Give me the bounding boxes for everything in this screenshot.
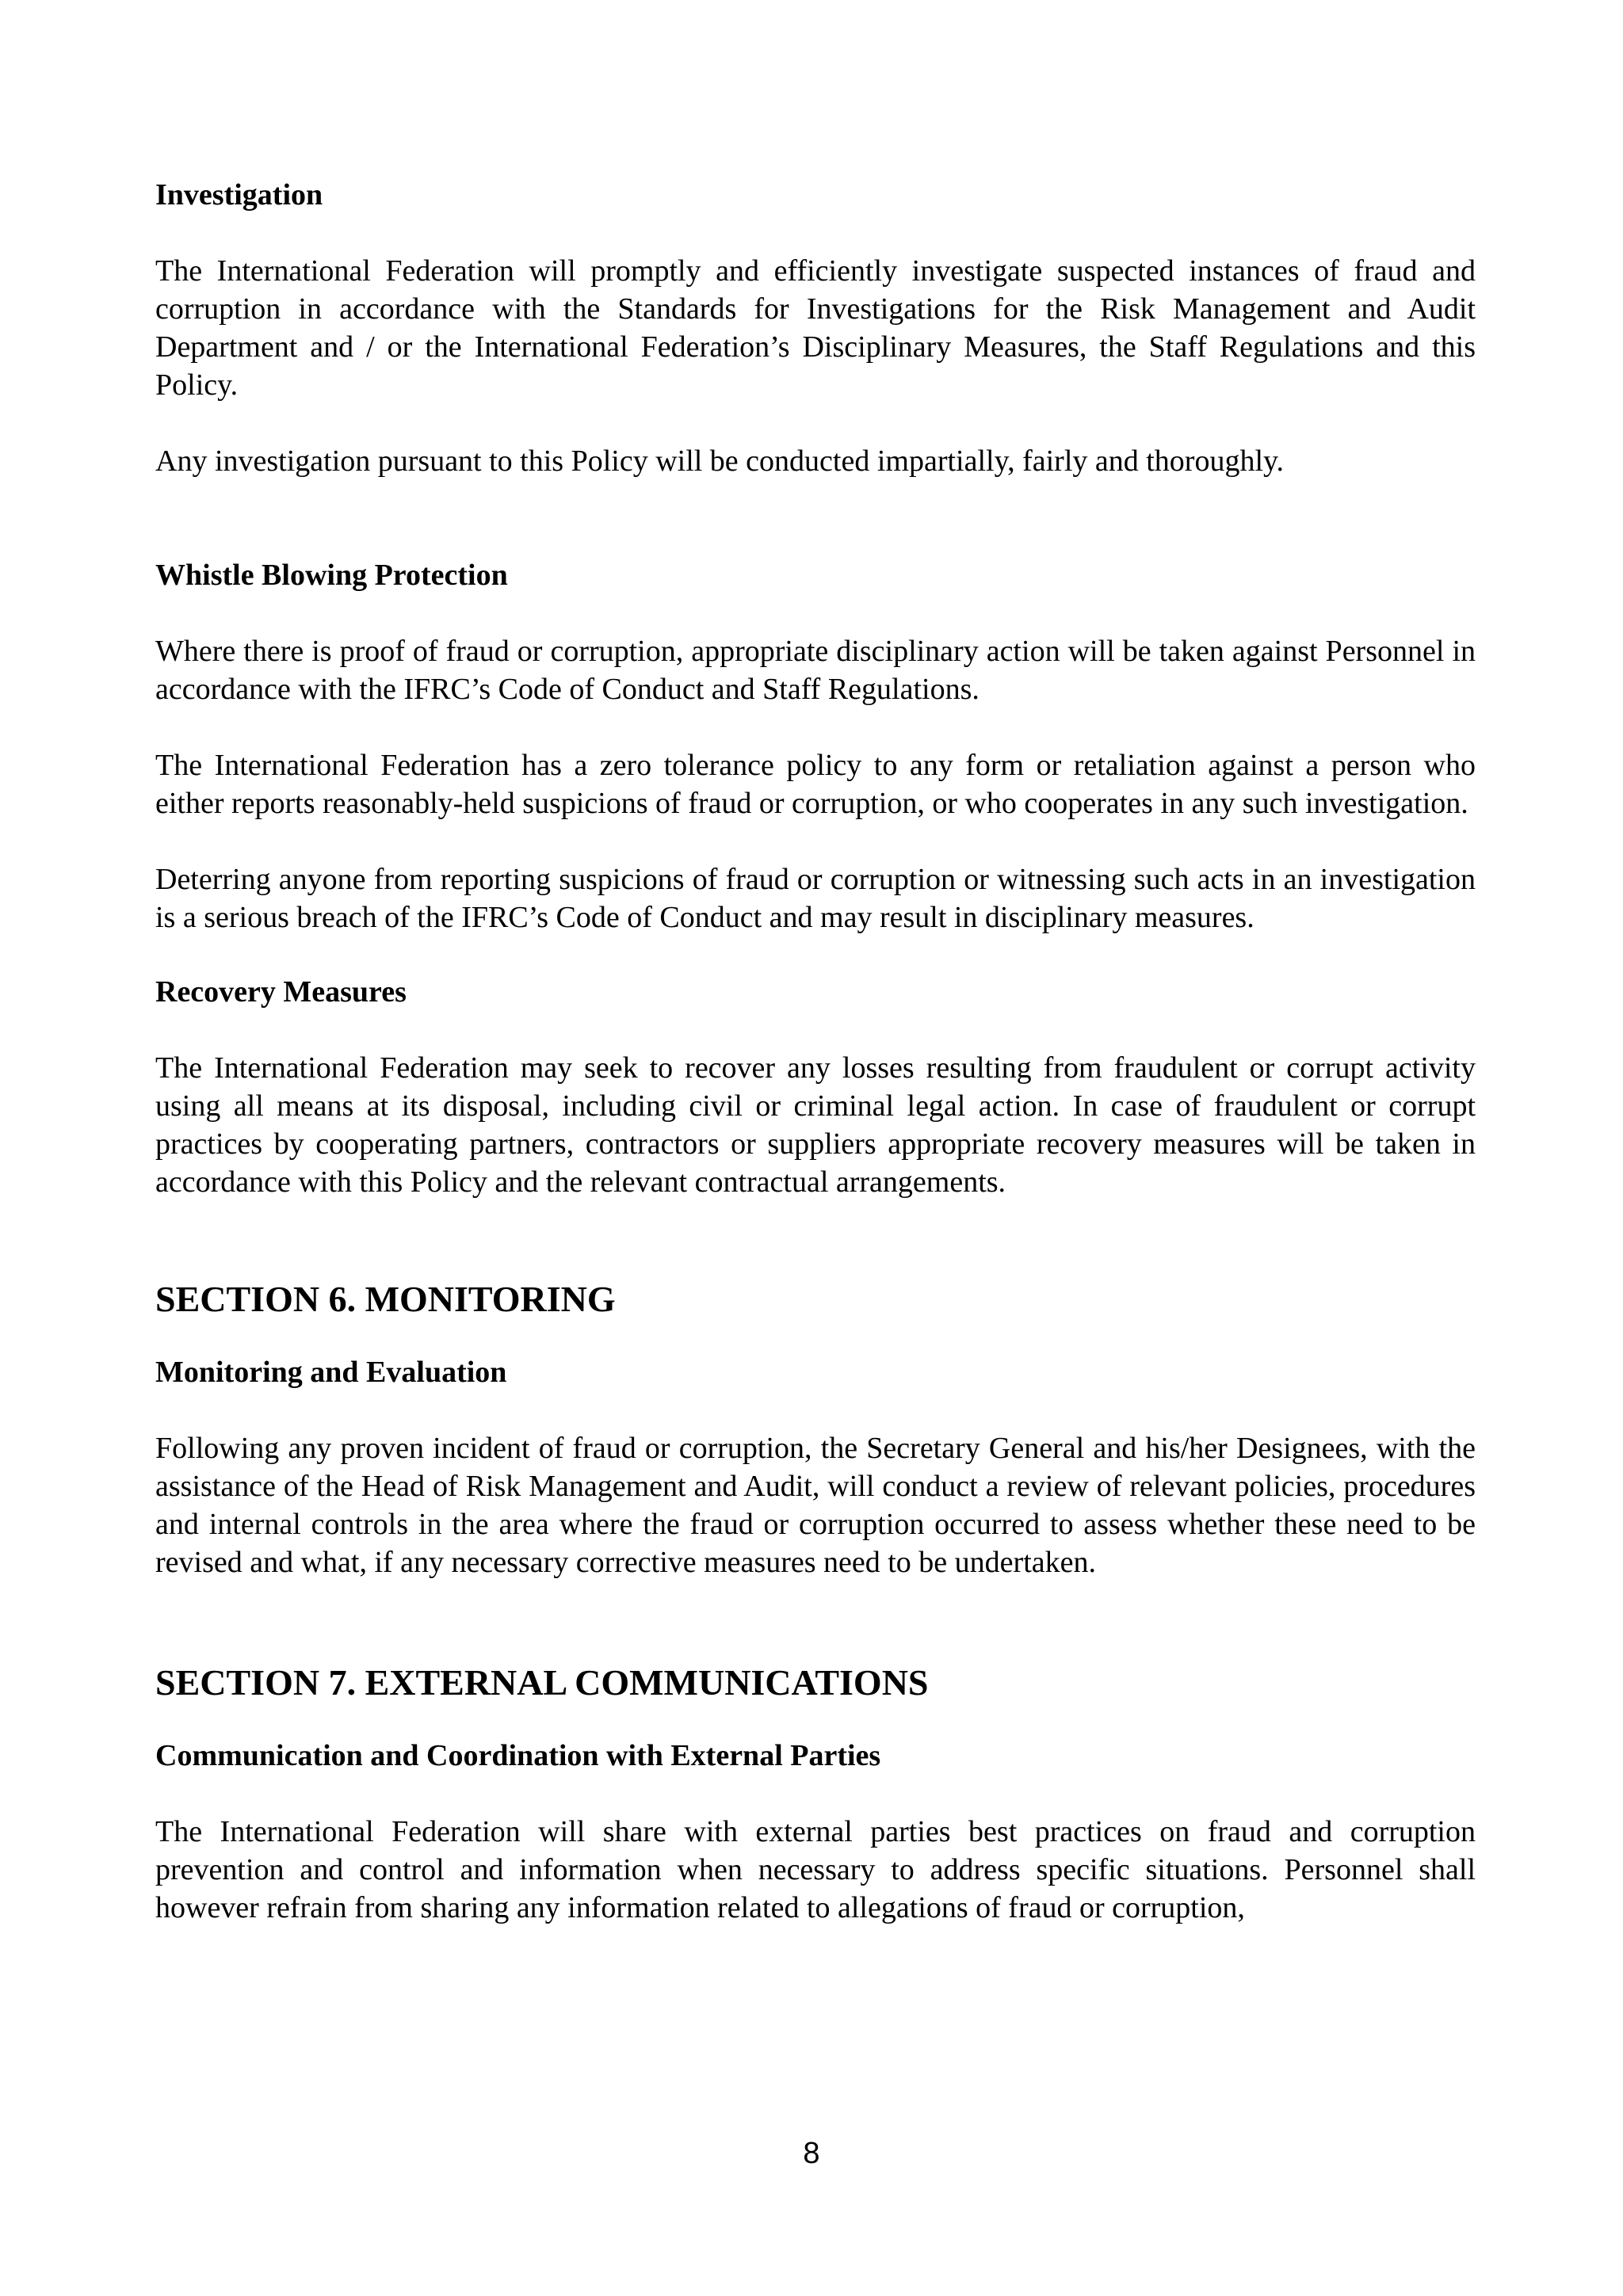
page-content [155,176,1476,1927]
investigation-paragraph-1: The International Federation will promptly and efficiently investigate suspected instances of fraud and corruption in accordance with the Standards for Investigations for the Risk Management and Audit Department and / or the International Federation’s Disciplinary Measures, the Staff Regulations and this Policy. [155,254,1476,402]
whistle-blowing-paragraph-3: Deterring anyone from reporting suspicions of fraud or corruption or witnessing such acts in an investigation is a serious breach of the IFRC’s Code of Conduct and may result in disciplinary measures. [155,863,1476,934]
section-6-heading: SECTION 6. MONITORING [155,1279,616,1319]
external-communication-paragraph: The International Federation will share with external parties best practices on fraud and corruption prevention and control and information when necessary to address specific situations. Personnel shall however refrain from sharing any information related to allegations of fraud or corruption, [155,1815,1476,1924]
investigation-paragraph-2: Any investigation pursuant to this Policy will be conducted impartially, fairly and thoroughly. [155,444,1285,478]
whistle-blowing-paragraph-2: The International Federation has a zero tolerance policy to any form or retaliation against a person who either reports reasonably-held suspicions of fraud or corruption, or who cooperates in any such investigation. [155,749,1476,820]
investigation-heading: Investigation [155,178,323,212]
whistle-blowing-heading: Whistle Blowing Protection [155,559,508,592]
external-communication-heading: Communication and Coordination with External Parties [155,1739,881,1772]
page-number: 8 [803,2137,820,2170]
monitoring-evaluation-paragraph: Following any proven incident of fraud or corruption, the Secretary General and his/her Designees, with the assistance of the Head of Risk Management and Audit, will conduct a review of relevant policies, procedures and internal controls in the area where the fraud or corruption occurred to assess whether these need to be revised and what, if any necessary corrective measures need to be undertaken. [155,1432,1476,1579]
recovery-measures-paragraph: The International Federation may seek to recover any losses resulting from fraudulent or corrupt activity using all means at its disposal, including civil or criminal legal action. In case of fraudulent or corrupt practices by cooperating partners, contractors or suppliers appropriate recovery measures will be taken in accordance with this Policy and the relevant contractual arrangements. [155,1051,1476,1199]
section-7-heading: SECTION 7. EXTERNAL COMMUNICATIONS [155,1662,929,1703]
whistle-blowing-paragraph-1: Where there is proof of fraud or corruption, appropriate disciplinary action will be taken against Personnel in accordance with the IFRC’s Code of Conduct and Staff Regulations. [155,635,1476,706]
monitoring-evaluation-heading: Monitoring and Evaluation [155,1356,507,1389]
recovery-measures-heading: Recovery Measures [155,975,407,1009]
